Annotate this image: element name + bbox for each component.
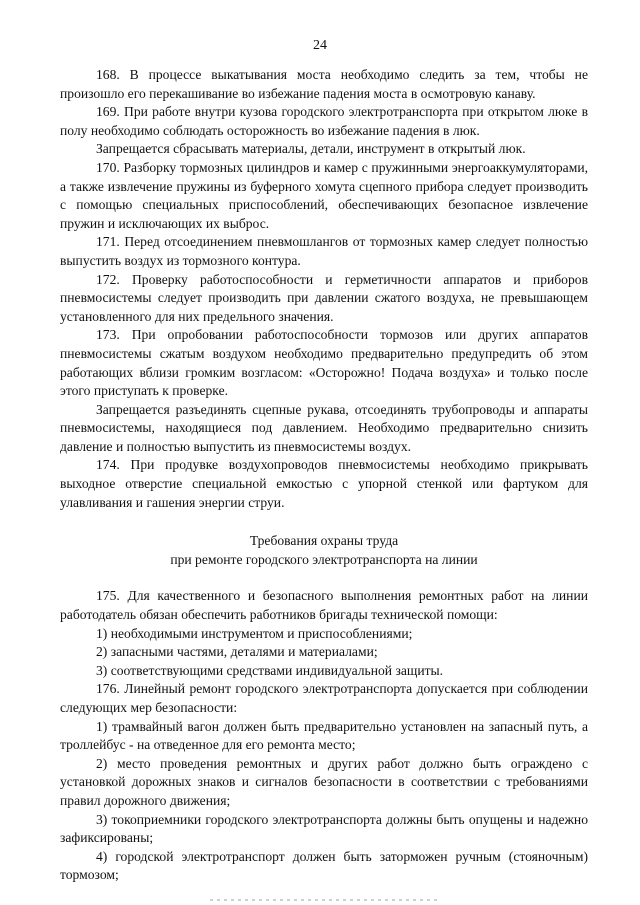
list-item: 1) необходимыми инструментом и приспособлениями;: [96, 625, 413, 641]
list-item: 2) место проведения ремонтных и других работ должно быть ограждено с установкой дорожных знаков и сигналов безопасности в соответствии с требованиями правил дорожного движения;: [60, 755, 588, 808]
document-body: [60, 66, 588, 885]
page-number: 24: [313, 38, 327, 53]
paragraph-169: 169. При работе внутри кузова городского электротранспорта при открытом люке в полу необходимо соблюдать осторожность во избежание падения в люк.: [60, 104, 588, 138]
paragraph-168: 168. В процессе выкатывания моста необходимо следить за тем, чтобы не произошло его перекашивание во избежание падения моста в осмотровую канаву.: [60, 67, 588, 101]
paragraph-175: 175. Для качественного и безопасного выполнения ремонтных работ на линии работодатель обязан обеспечить работников бригады технической помощи:: [60, 588, 588, 623]
paragraph-174: 174. При продувке воздухопроводов пневмосистемы необходимо прикрывать выходное отверстие специальной емкостью с упорной стенкой или фартуком для улавливания и гашения энергии струи.: [60, 457, 588, 510]
scan-artifact-line: [210, 899, 440, 901]
section-heading: [60, 532, 588, 569]
paragraph-173: 173. При опробовании работоспособности тормозов или других аппаратов пневмосистемы сжатым воздухом необходимо предварительно предупредить об этом работающих вблизи громким возгласом: «Осторожно! Подача воздуха» и только после этого приступать к проверке.: [60, 327, 588, 399]
paragraph-170: 170. Разборку тормозных цилиндров и камер с пружинными энергоаккумуляторами, а также извлечение пружины из буферного хомута сцепного прибора следует производить с помощью специальных приспособлений, обеспечивающих безопасное извлечение пружин и исключающих их выброс.: [60, 159, 588, 231]
section-heading-line-2: при ремонте городского электротранспорта на линии: [170, 551, 478, 567]
list-item: 2) запасными частями, деталями и материалами;: [96, 644, 378, 660]
paragraph-176: 176. Линейный ремонт городского электротранспорта допускается при соблюдении следующих мер безопасности:: [60, 681, 588, 715]
list-item: 3) соответствующими средствами индивидуальной защиты.: [96, 662, 444, 678]
paragraph-172: 172. Проверку работоспособности и герметичности аппаратов и приборов пневмосистемы следует производить при давлении сжатого воздуха, не превышающем установленного для них предельного значения.: [60, 271, 588, 324]
list-item: 4) городской электротранспорт должен быть заторможен ручным (стояночным) тормозом;: [60, 848, 588, 883]
paragraph-171: 171. Перед отсоединением пневмошлангов от тормозных камер следует полностью выпустить воздух из тормозного контура.: [60, 234, 588, 268]
list-item: 3) токоприемники городского электротранспорта должны быть опущены и надежно зафиксированы;: [60, 811, 588, 846]
paragraph-169-prohibition: Запрещается сбрасывать материалы, детали, инструмент в открытый люк.: [96, 141, 526, 157]
list-item: 1) трамвайный вагон должен быть предварительно установлен на запасный путь, а троллейбус - на отведенное для его ремонта место;: [60, 718, 588, 753]
paragraph-173-prohibition: Запрещается разъединять сцепные рукава, отсоединять трубопроводы и аппараты пневмосистемы, находящиеся под давлением. Необходимо предварительно снизить давление и полностью выпустить из пневмосистемы воздух.: [60, 401, 588, 454]
section-heading-line-1: Требования охраны труда: [249, 533, 399, 549]
